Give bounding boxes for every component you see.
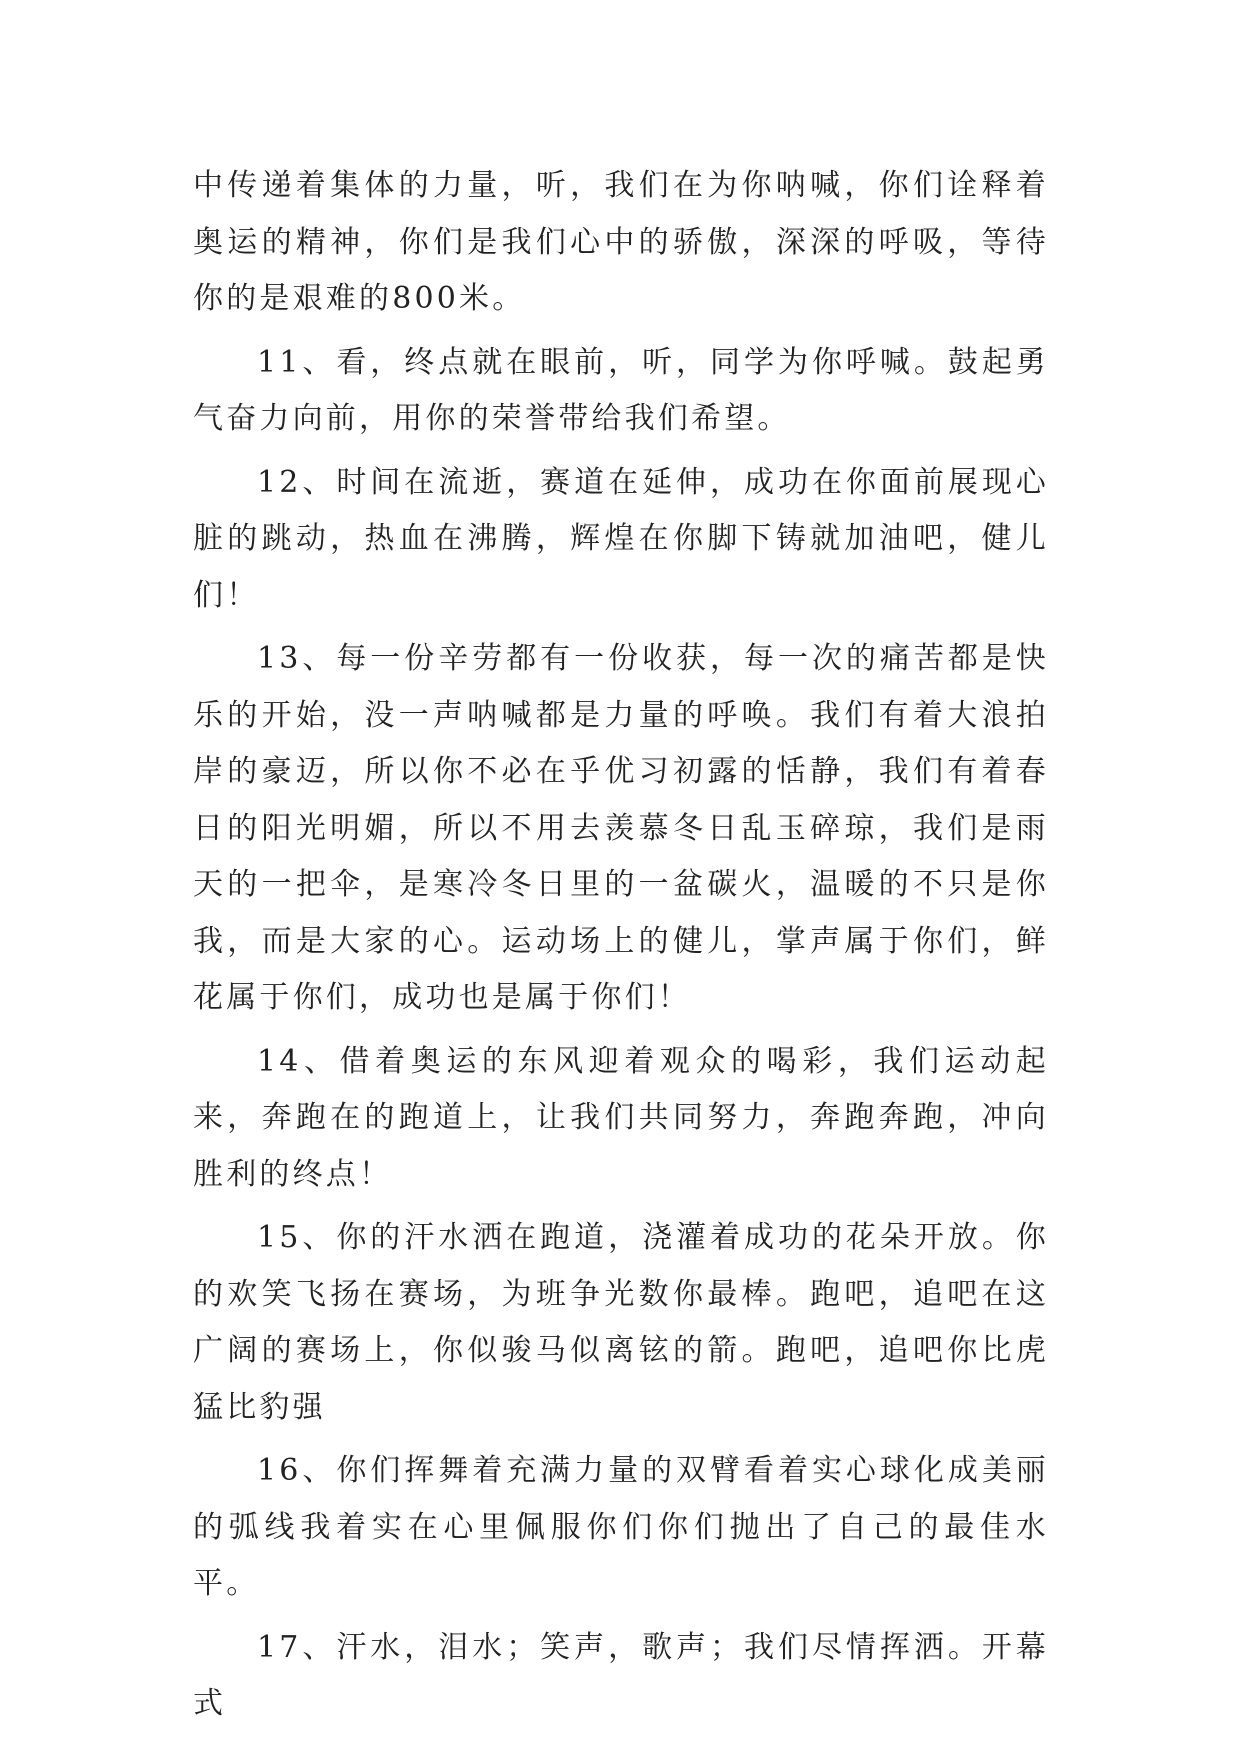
paragraph-12: 12、时间在流逝，赛道在延伸，成功在你面前展现心脏的跳动，热血在沸腾，辉煌在你脚下铸就加油吧，健儿们！: [193, 464, 1049, 613]
paragraph-10-continued: 中传递着集体的力量，听，我们在为你呐喊，你们诠释着奥运的精神，你们是我们心中的骄傲，深深的呼吸，等待你的是艰难的800米。: [193, 168, 1049, 316]
paragraph-17: 17、汗水，泪水；笑声，歌声；我们尽情挥洒。开幕式: [193, 1629, 1049, 1721]
paragraph-11: 11、看，终点就在眼前，听，同学为你呼喊。鼓起勇气奋力向前，用你的荣誉带给我们希望。: [193, 344, 1049, 436]
paragraph-13: 13、每一份辛劳都有一份收获，每一次的痛苦都是快乐的开始，没一声呐喊都是力量的呼唤。我们有着大浪拍岸的豪迈，所以你不必在乎优习初露的恬静，我们有着春日的阳光明媚，所以不用去羡慕冬日乱玉碎琼，我们是雨天的一把伞，是寒冷冬日里的一盆碳火，温暖的不只是你我，而是大家的心。运动场上的健儿，掌声属于你们，鲜花属于你们，成功也是属于你们！: [193, 641, 1049, 1015]
paragraph-14: 14、借着奥运的东风迎着观众的喝彩，我们运动起来，奔跑在的跑道上，让我们共同努力，奔跑奔跑，冲向胜利的终点！: [193, 1043, 1049, 1192]
paragraph-15: 15、你的汗水洒在跑道，浇灌着成功的花朵开放。你的欢笑飞扬在赛场，为班争光数你最棒。跑吧，追吧在这广阔的赛场上，你似骏马似离铉的箭。跑吧，追吧你比虎猛比豹强: [193, 1220, 1049, 1425]
document-body: [193, 158, 1049, 1740]
paragraph-16: 16、你们挥舞着充满力量的双臂看着实心球化成美丽的弧线我着实在心里佩服你们你们抛出了自己的最佳水平。: [193, 1453, 1049, 1601]
